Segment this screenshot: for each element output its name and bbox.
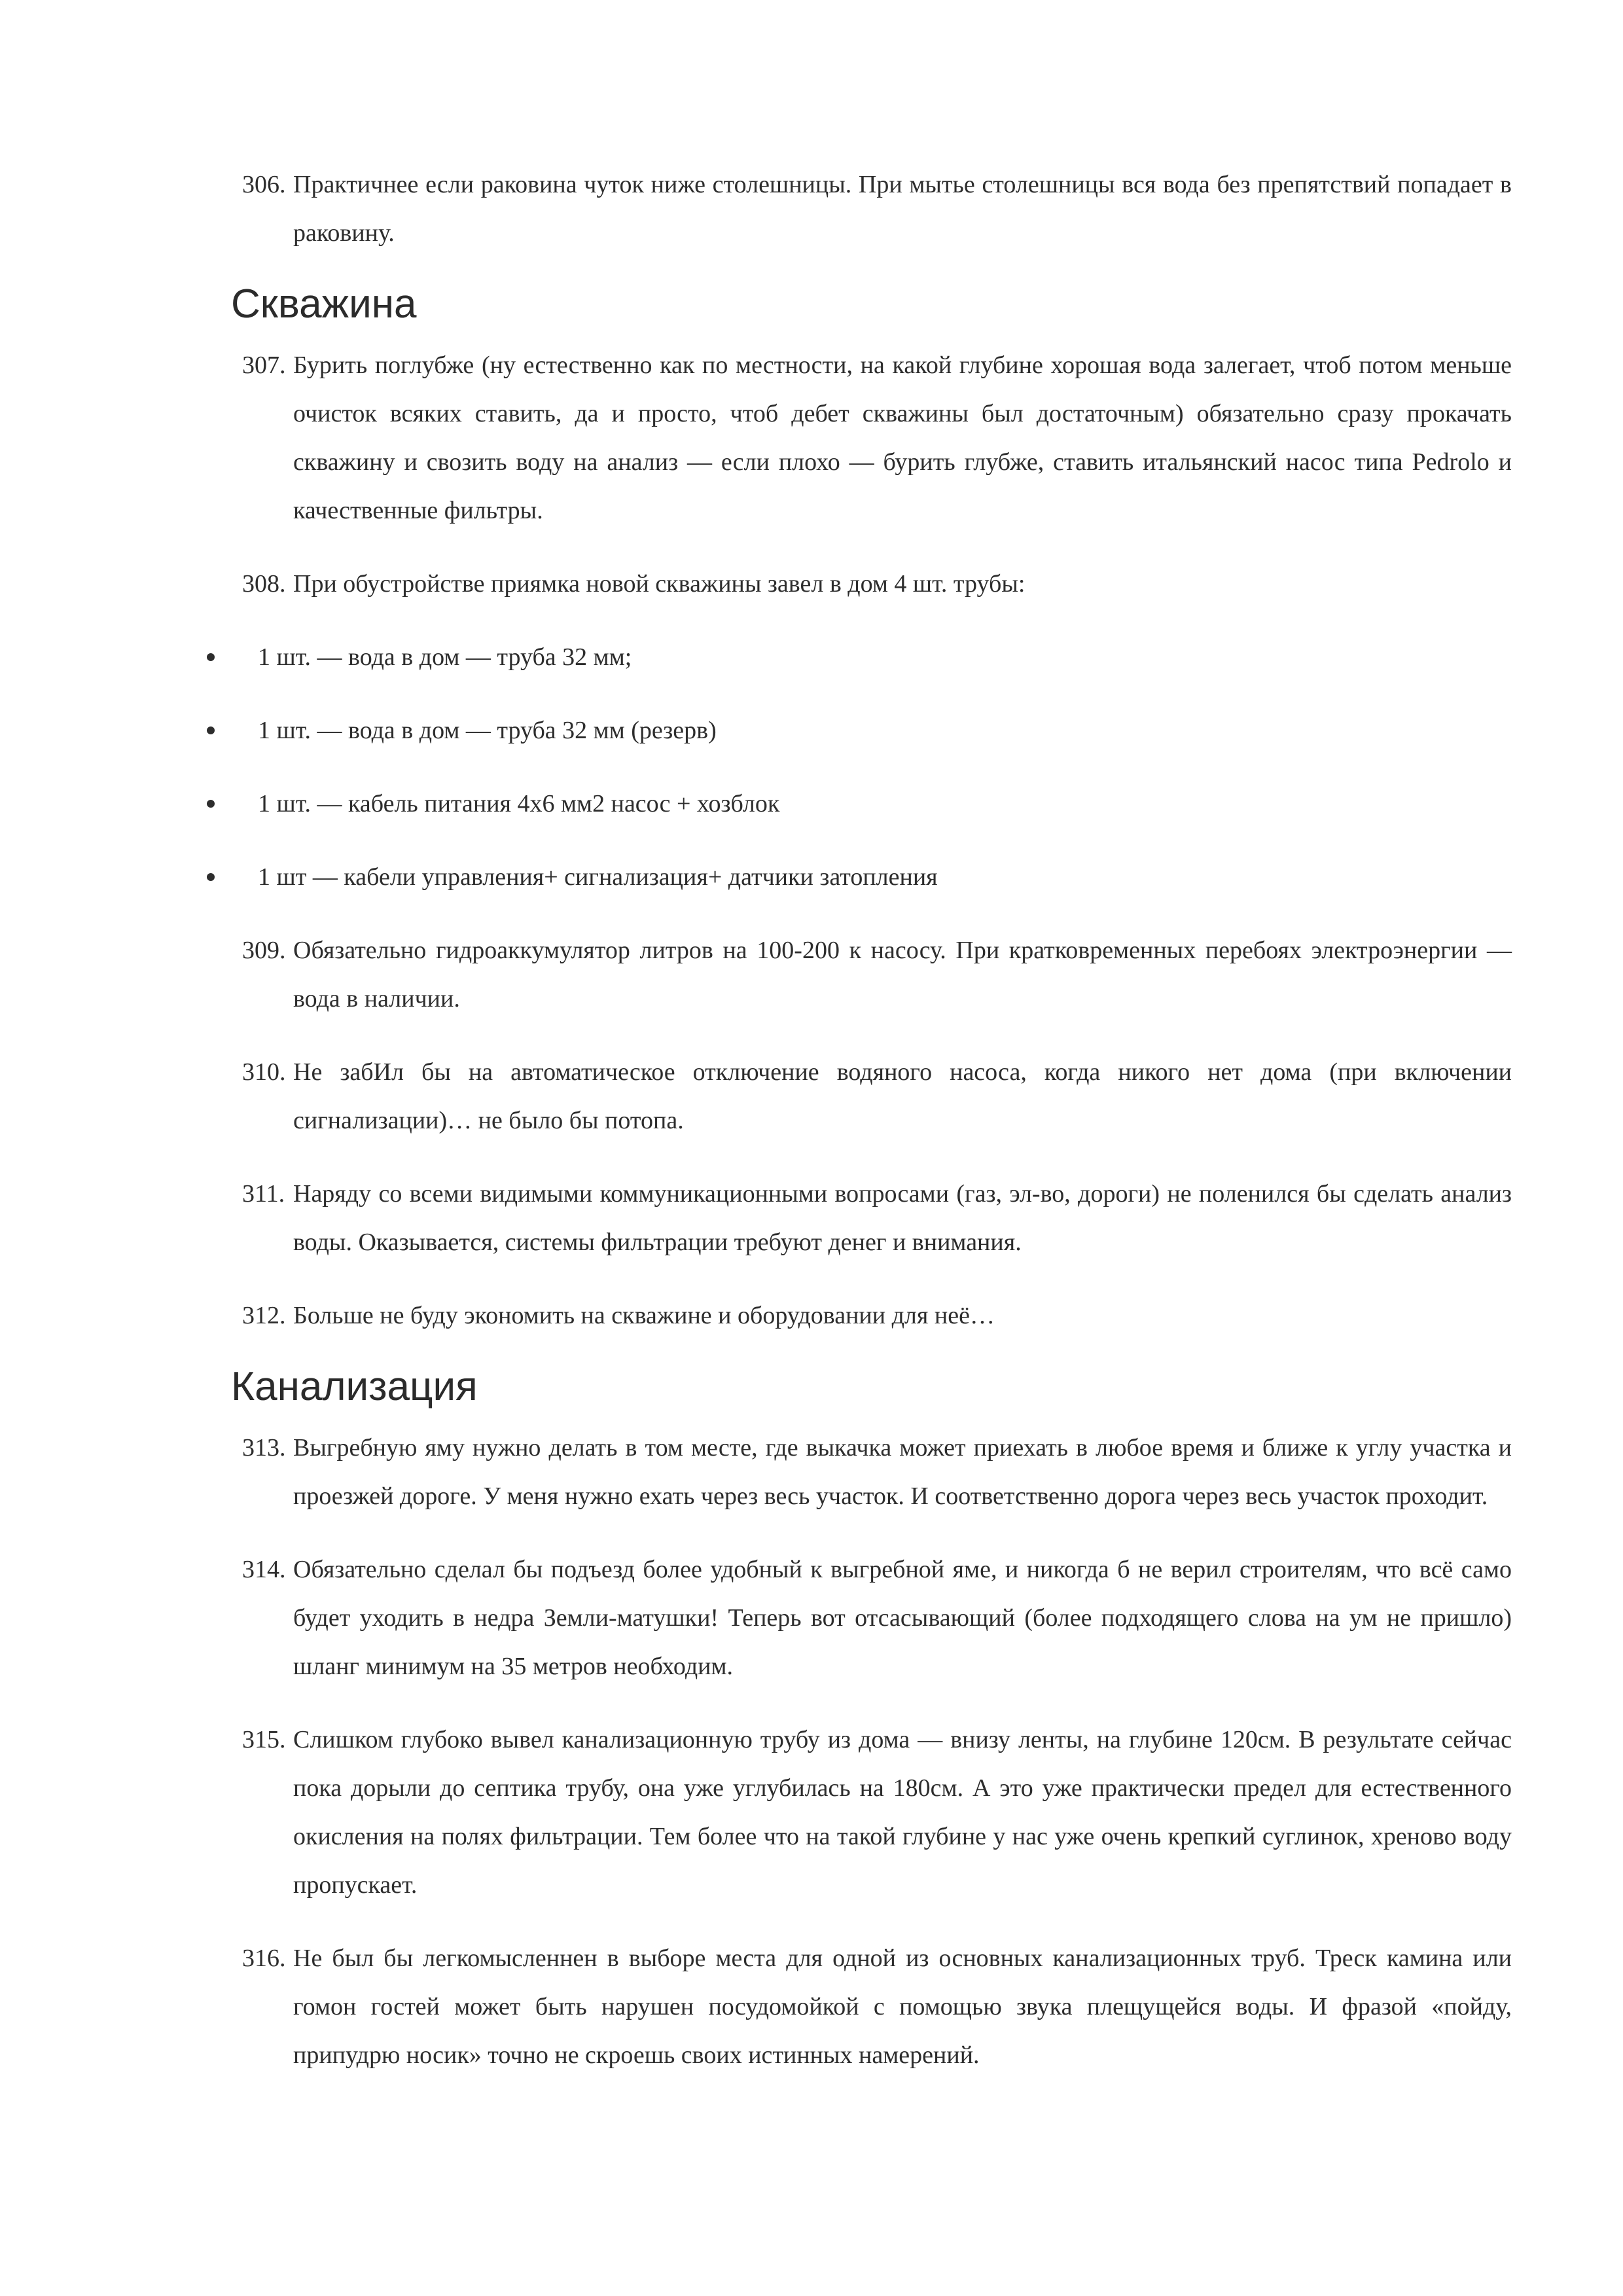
bullet-dot-icon <box>207 873 215 881</box>
item-text: Обязательно сделал бы подъезд более удобный к выгребной яме, и никогда б не верил строителям, что всё само будет уходить в недра Земли-матушки! Теперь вот отсасывающий (более подходящего слова на ум не пришло) шланг минимум на 35 метров необходим. <box>293 1556 1512 1680</box>
item-number: 316. <box>242 1945 286 1972</box>
item-number: 315. <box>242 1726 286 1753</box>
item-text: Не был бы легкомысленнен в выборе места для одной из основных канализационных труб. Треск камина или гомон гостей может быть нарушен посудомойкой с помощью звука плещущейся воды. И фразой «пойду, припудрю носик» точно не скроешь своих истинных намерений. <box>293 1945 1512 2069</box>
item-text: Обязательно гидроаккумулятор литров на 100-200 к насосу. При кратковременных перебоях электроэнергии — вода в наличии. <box>293 937 1512 1013</box>
item-number: 311. <box>242 1180 285 1208</box>
list-item-311 <box>242 1170 1512 1266</box>
item-text: Практичнее если раковина чуток ниже столешницы. При мытье столешницы вся вода без препятствий попадает в раковину. <box>293 171 1512 247</box>
list-item-309 <box>242 926 1512 1023</box>
section-heading-well: Скважина <box>231 281 417 327</box>
item-number: 313. <box>242 1434 286 1462</box>
section-heading-sewer: Канализация <box>231 1364 478 1409</box>
list-item-313 <box>242 1424 1512 1520</box>
item-number: 306. <box>242 171 286 198</box>
item-number: 314. <box>242 1556 286 1583</box>
list-item-308 <box>242 560 1512 608</box>
bullet-dot-icon <box>207 653 215 661</box>
bullet-item <box>204 780 1513 828</box>
bullet-text: 1 шт. — вода в дом — труба 32 мм (резерв) <box>258 717 717 744</box>
list-item-316 <box>242 1934 1512 2079</box>
pipe-bullet-list <box>204 633 1513 901</box>
item-number: 309. <box>242 937 286 964</box>
item-number: 308. <box>242 570 286 598</box>
item-number: 312. <box>242 1302 286 1329</box>
item-text: Выгребную яму нужно делать в том месте, где выкачка может приехать в любое время и ближе к углу участка и проезжей дороге. У меня нужно ехать через весь участок. И соответственно дорога через весь участок проходит. <box>293 1434 1512 1510</box>
list-item-315 <box>242 1715 1512 1909</box>
bullet-item <box>204 633 1513 681</box>
page-content <box>0 160 1623 2104</box>
list-item-314 <box>242 1545 1512 1691</box>
item-text: Не забИл бы на автоматическое отключение водяного насоса, когда никого нет дома (при включении сигнализации)… не было бы потопа. <box>293 1058 1512 1134</box>
bullet-item <box>204 853 1513 901</box>
bullet-text: 1 шт — кабели управления+ сигнализация+ датчики затопления <box>258 863 938 891</box>
item-text: Бурить поглубже (ну естественно как по местности, на какой глубине хорошая вода залегает, чтоб потом меньше очисток всяких ставить, да и просто, чтоб дебет скважины был достаточным) обязательно сразу прокачать скважину и свозить воду на анализ — если плохо — бурить глубже, ставить итальянский насос типа Pedrolo и качественные фильтры. <box>293 351 1512 524</box>
bullet-dot-icon <box>207 726 215 734</box>
list-item-307 <box>242 341 1512 535</box>
bullet-dot-icon <box>207 800 215 808</box>
item-text: Слишком глубоко вывел канализационную трубу из дома — внизу ленты, на глубине 120см. В результате сейчас пока дорыли до септика трубу, она уже углубилась на 180см. А это уже практически предел для естественного окисления на полях фильтрации. Тем более что на такой глубине у нас уже очень крепкий суглинок, хреново воду пропускает. <box>293 1726 1512 1899</box>
bullet-text: 1 шт. — вода в дом — труба 32 мм; <box>258 643 632 671</box>
bullet-item <box>204 706 1513 755</box>
item-text: Наряду со всеми видимыми коммуникационными вопросами (газ, эл-во, дороги) не поленился бы сделать анализ воды. Оказывается, системы фильтрации требуют денег и внимания. <box>293 1180 1512 1256</box>
list-item-310 <box>242 1048 1512 1145</box>
list-item-312 <box>242 1291 1512 1340</box>
list-item-306 <box>242 160 1512 257</box>
item-text: Больше не буду экономить на скважине и оборудовании для неё… <box>293 1302 995 1329</box>
item-text: При обустройстве приямка новой скважины завел в дом 4 шт. трубы: <box>293 570 1026 598</box>
item-number: 310. <box>242 1058 286 1086</box>
bullet-text: 1 шт. — кабель питания 4х6 мм2 насос + хозблок <box>258 790 780 817</box>
item-number: 307. <box>242 351 286 379</box>
